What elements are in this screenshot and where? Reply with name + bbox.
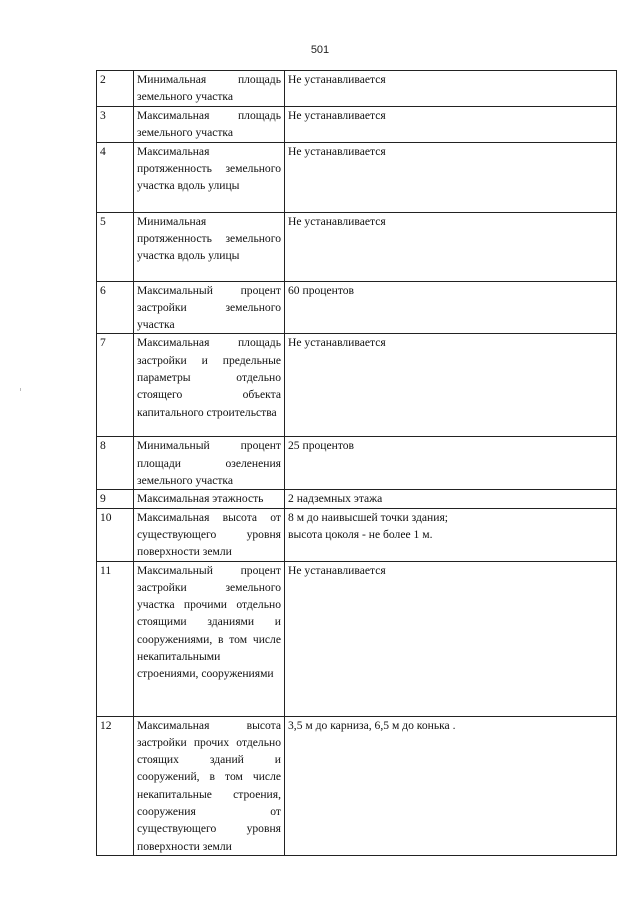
scan-artifact-mark [20, 388, 21, 391]
parameters-table [96, 70, 617, 856]
parameter-value [285, 490, 617, 508]
parameter-name: Максимальная площадь застройки и предельные параметры отдельно стоящего объекта капитального строительства [134, 334, 285, 437]
parameter-value [285, 281, 617, 334]
row-number: 4 [97, 142, 134, 212]
parameter-value [285, 508, 617, 561]
parameter-value [285, 437, 617, 490]
parameter-name: Максимальная площадь земельного участка [134, 106, 285, 142]
value-line: Не устанавливается [288, 73, 386, 86]
value-line: 25 процентов [288, 439, 355, 453]
table-row [97, 508, 617, 561]
row-number: 3 [97, 106, 134, 142]
value-line: высота цоколя - не более 1 м. [288, 527, 433, 541]
page-number: 501 [310, 44, 330, 56]
table-row [97, 561, 617, 716]
parameter-name: Максимальный процент застройки земельного участка прочими отдельно стоящими зданиями и сооружениями, в том числе некапитальными строениями, сооружениями [134, 561, 285, 716]
row-number: 2 [97, 71, 134, 107]
parameter-value [285, 142, 617, 212]
parameter-name: Минимальная протяженность земельного участка вдоль улицы [134, 212, 285, 281]
parameter-value [285, 334, 617, 437]
table-row [97, 716, 617, 855]
parameter-value [285, 212, 617, 281]
value-line: 3,5 м до карниза, 6,5 м до конька . [288, 718, 456, 732]
value-line: Не устанавливается [288, 144, 386, 158]
parameter-name: Минимальный процент площади озеленения земельного участка [134, 437, 285, 490]
table-row [97, 212, 617, 281]
table-row [97, 142, 617, 212]
row-number: 5 [97, 212, 134, 281]
parameter-value [285, 716, 617, 855]
parameter-name: Максимальная высота от существующего уровня поверхности земли [134, 508, 285, 561]
value-line: Не устанавливается [288, 214, 386, 228]
table-row [97, 106, 617, 142]
row-number: 12 [97, 716, 134, 855]
parameter-name: Максимальная высота застройки прочих отдельно стоящих зданий и сооружений, в том числе некапитальные строения, сооружения от существующего уровня поверхности земли [134, 716, 285, 855]
table-row [97, 334, 617, 437]
table-row [97, 281, 617, 334]
row-number: 8 [97, 437, 134, 490]
parameter-value [285, 71, 617, 107]
row-number: 11 [97, 561, 134, 716]
table-row [97, 437, 617, 490]
row-number: 9 [97, 490, 134, 508]
value-line: Не устанавливается [288, 108, 386, 122]
value-line: Не устанавливается [288, 563, 386, 577]
value-line: 8 м до наивысшей точки здания; [288, 510, 449, 524]
row-number: 7 [97, 334, 134, 437]
table-row [97, 490, 617, 508]
value-line: 60 процентов [288, 283, 355, 297]
table-row [97, 71, 617, 107]
parameter-value [285, 561, 617, 716]
parameter-name: Максимальная протяженность земельного участка вдоль улицы [134, 142, 285, 212]
parameter-name: Максимальная этажность [134, 490, 285, 508]
parameter-value [285, 106, 617, 142]
row-number: 10 [97, 508, 134, 561]
row-number: 6 [97, 281, 134, 334]
parameter-name: Минимальная площадь земельного участка [134, 71, 285, 107]
parameter-name: Максимальный процент застройки земельного участка [134, 281, 285, 334]
value-line: Не устанавливается [288, 336, 386, 350]
value-line: 2 надземных этажа [288, 492, 383, 506]
